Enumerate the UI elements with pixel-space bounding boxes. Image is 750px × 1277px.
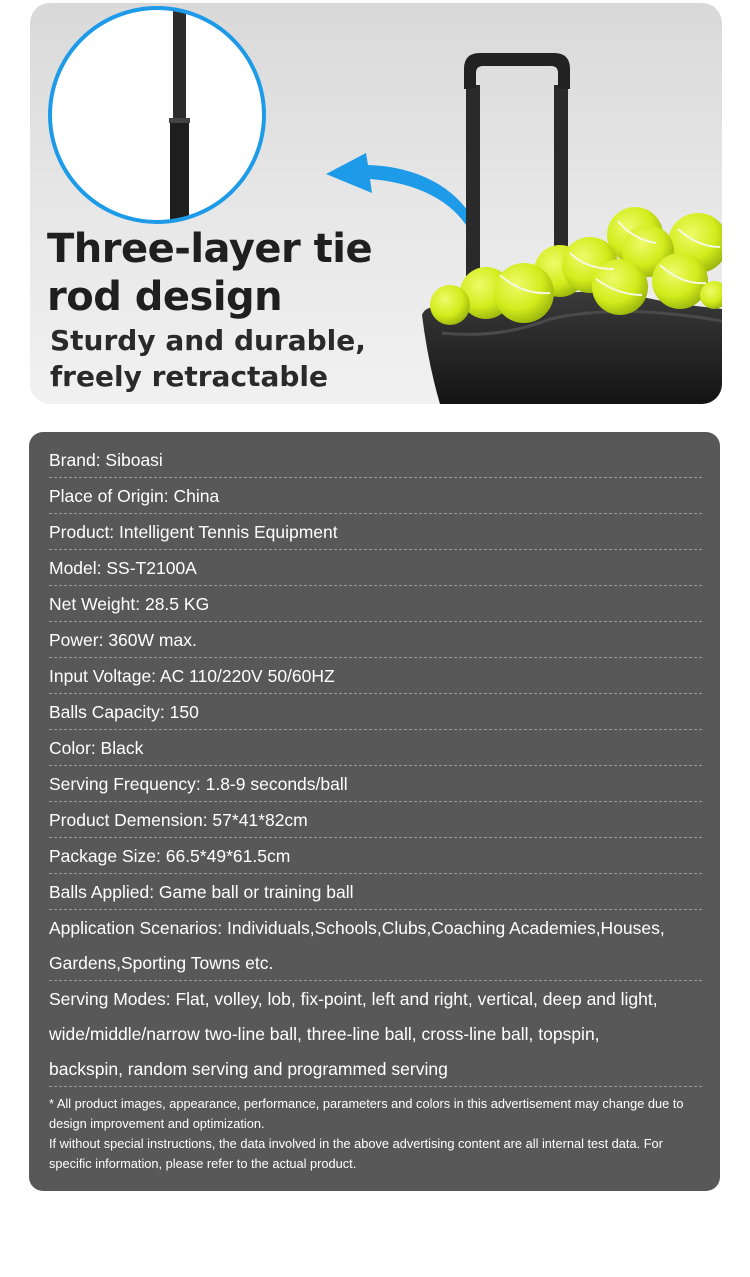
- hero-title-line-2: rod design: [47, 274, 283, 320]
- spec-row-balls-applied: Balls Applied: Game ball or training ball: [49, 874, 702, 910]
- spec-list: [49, 442, 702, 1087]
- spec-row-model: Model: SS-T2100A: [49, 550, 702, 586]
- application-line-1: Application Scenarios: Individuals,Schools,Clubs,Coaching Academies,Houses,: [49, 918, 665, 938]
- spec-row-brand: Brand: Siboasi: [49, 442, 702, 478]
- hero-subtitle-line-1: Sturdy and durable,: [50, 324, 366, 357]
- pointer-arrow: [326, 153, 478, 235]
- disclaimer-text-1: * All product images, appearance, performance, parameters and colors in this advertisement may change due to design improvement and optimization.: [49, 1096, 684, 1131]
- hero-subtitle-line-2: freely retractable: [50, 360, 328, 393]
- spec-row-package-size: Package Size: 66.5*49*61.5cm: [49, 838, 702, 874]
- spec-row-net-weight: Net Weight: 28.5 KG: [49, 586, 702, 622]
- spec-card: [29, 432, 720, 1191]
- disclaimer-text-2: If without special instructions, the data involved in the above advertising content are all internal test data. For specific information, please refer to the actual product.: [49, 1136, 663, 1171]
- spec-row-power: Power: 360W max.: [49, 622, 702, 658]
- spec-row-origin: Place of Origin: China: [49, 478, 702, 514]
- spec-row-balls-capacity: Balls Capacity: 150: [49, 694, 702, 730]
- application-line-2: Gardens,Sporting Towns etc.: [49, 953, 274, 973]
- serving-line-3: backspin, random serving and programmed serving: [49, 1059, 448, 1079]
- hero-title-line-1: Three-layer tie: [47, 226, 373, 272]
- spec-row-product-dimension: Product Demension: 57*41*82cm: [49, 802, 702, 838]
- disclaimer: [49, 1094, 709, 1174]
- spec-row-serving-modes: [49, 981, 702, 1087]
- hero-card: [30, 3, 722, 404]
- spec-row-product: Product: Intelligent Tennis Equipment: [49, 514, 702, 550]
- spec-row-color: Color: Black: [49, 730, 702, 766]
- hero-title: [47, 225, 372, 321]
- serving-line-2: wide/middle/narrow two-line ball, three-line ball, cross-line ball, topspin,: [49, 1024, 600, 1044]
- spec-row-application-scenarios: [49, 910, 702, 981]
- zoom-circle: [50, 3, 288, 241]
- spec-row-input-voltage: Input Voltage: AC 110/220V 50/60HZ: [49, 658, 702, 694]
- hero-subtitle: [50, 323, 366, 395]
- spec-row-serving-frequency: Serving Frequency: 1.8-9 seconds/ball: [49, 766, 702, 802]
- serving-line-1: Serving Modes: Flat, volley, lob, fix-point, left and right, vertical, deep and light,: [49, 989, 658, 1009]
